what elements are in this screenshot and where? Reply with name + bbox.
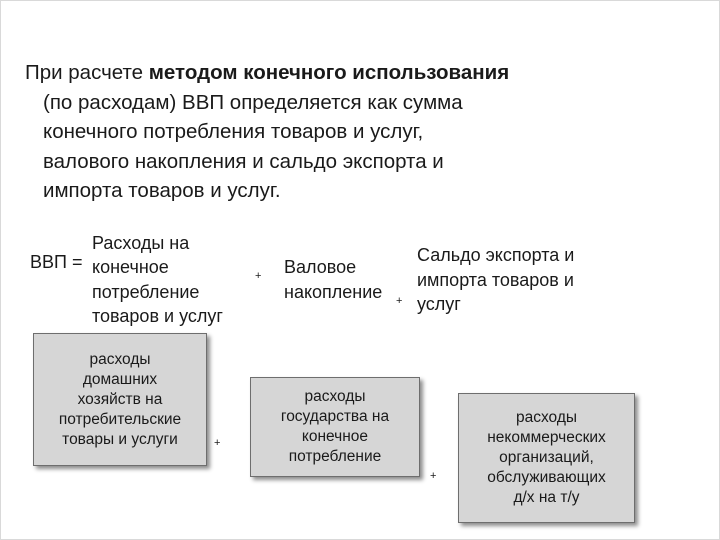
term-accumulation-line-2: накопление — [284, 282, 383, 302]
nonprofit-expenses-text: расходы некоммерческих организаций, обслуживающих д/х на т/у — [487, 409, 606, 506]
plus-sign-1: + — [255, 270, 262, 282]
plus-sign-4: + — [430, 470, 437, 482]
term-consumption-line-1: Расходы на — [92, 233, 190, 253]
formula-vvp-equals: ВВП = — [30, 252, 83, 272]
households-expenses-box — [33, 333, 207, 466]
term-consumption-line-4: товаров и услуг — [92, 306, 223, 326]
intro-paragraph — [25, 58, 685, 206]
intro-line-4: валового накопления и сальдо экспорта и — [43, 149, 444, 173]
term-consumption-line-2: конечное — [92, 257, 169, 277]
households-expenses-text: расходы домашних хозяйств на потребительские товары и услуги — [58, 350, 182, 448]
government-expenses-text: расходы государства на конечное потребление — [280, 388, 390, 465]
nonprofit-expenses-box — [458, 393, 635, 523]
term-net-export-line-2: импорта товаров и — [417, 270, 574, 290]
plus-sign-3: + — [214, 437, 221, 449]
term-net-export-line-3: услуг — [417, 294, 461, 314]
government-expenses-box — [250, 377, 420, 477]
intro-line-2: (по расходам) ВВП определяется как сумма — [43, 90, 463, 114]
intro-line-1: При расчете методом конечного использования — [25, 61, 510, 84]
intro-line-5: импорта товаров и услуг. — [43, 179, 281, 202]
term-accumulation-line-1: Валовое — [284, 257, 357, 277]
term-net-export-line-1: Сальдо экспорта и — [417, 245, 575, 265]
term-consumption-line-3: потребление — [92, 282, 200, 302]
intro-bold-term: методом конечного использования — [148, 61, 510, 84]
intro-line-3: конечного потребления товаров и услуг, — [43, 120, 424, 143]
plus-sign-2: + — [396, 295, 403, 307]
